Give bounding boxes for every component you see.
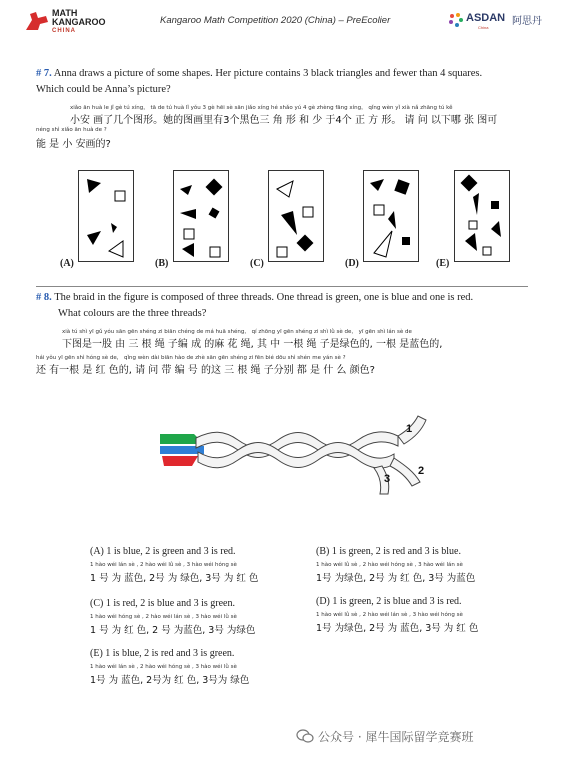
wechat-icon <box>296 728 314 744</box>
option-a-picture[interactable] <box>78 170 134 262</box>
braid-label-2: 2 <box>418 465 425 477</box>
braid-label-1: 1 <box>406 423 413 435</box>
answer-d-chinese: 1号 为绿色, 2号 为 蓝色, 3号 为 红 色 <box>316 623 479 634</box>
answer-b-chinese: 1号 为绿色, 2号 为 红 色, 3号 为蓝色 <box>316 573 476 584</box>
option-c-label: (C) <box>250 258 264 269</box>
option-b-picture[interactable] <box>173 170 229 262</box>
page-header <box>0 0 563 40</box>
q8-chinese-1: 下图是一股 由 三 根 绳 子编 成 的麻 花 绳, 其 中 一根 绳 子是绿色的, 一根 是蓝色的, <box>62 339 443 350</box>
q8-pinyin-1: xià tú shì yī gǔ yóu sān gēn shéng zi biān chéng de má huā shéng， qí zhōng yī gēn shéng zi shì lǜ sè de， yī gēn shì lán sè de <box>62 329 412 335</box>
q7-chinese-2: 能 是 小 安画的? <box>36 139 111 150</box>
answer-a-chinese: 1 号 为 蓝色, 2号 为 绿色, 3号 为 红 色 <box>90 573 259 584</box>
answer-e[interactable]: (E) 1 is blue, 2 is red and 3 is green. <box>90 648 235 659</box>
q7-chinese-1: 小安 画了几个图形。她的图画里有3个黑色三 角 形 和 少 于4个 正 方 形。 请 问 以下哪 张 图可 <box>70 115 498 126</box>
answer-b[interactable]: (B) 1 is green, 2 is red and 3 is blue. <box>316 546 461 557</box>
q8-number: # 8. <box>36 292 52 303</box>
red-thread-end <box>162 456 198 466</box>
kangaroo-icon <box>24 10 50 32</box>
page-title: Kangaroo Math Competition 2020 (China) – PreEcolier <box>160 15 391 26</box>
q8-text-1: The braid in the figure is composed of three threads. One thread is green, one is blue and one is red. <box>54 292 474 303</box>
q7-pinyin-2: néng shì xiǎo ān huà de ? <box>36 127 107 133</box>
q7-number: # 7. <box>36 68 52 79</box>
answer-e-pinyin: 1 hào wéi lán sè , 2 hào wéi hóng sè , 3 hào wéi lǜ sè <box>90 664 237 670</box>
asdan-logo-text: ASDAN <box>466 12 506 24</box>
q8-chinese-2: 还 有一根 是 红 色的, 请 问 带 编 号 的这 三 根 绳 子分别 都 是 什 么 颜色? <box>36 365 375 376</box>
asdan-logo <box>448 10 558 34</box>
q7-pinyin-1: xiǎo ān huà le jǐ gè tú xíng， tā de tú huà lǐ yǒu 3 gè hēi sè sān jiǎo xíng hé shǎo yú 4 gè zhèng fāng xíng， qǐng wèn yǐ xià nǎ zhāng tú kě <box>70 105 453 111</box>
asdan-dots-icon <box>448 12 464 28</box>
option-c-picture[interactable] <box>268 170 324 262</box>
answer-d-pinyin: 1 hào wéi lǜ sè , 2 hào wéi lán sè , 3 hào wéi hóng sè <box>316 612 463 618</box>
logo-line-2: KANGAROO <box>52 17 106 27</box>
option-a-label: (A) <box>60 258 74 269</box>
answer-c[interactable]: (C) 1 is red, 2 is blue and 3 is green. <box>90 598 235 609</box>
option-e-picture[interactable] <box>454 170 510 262</box>
option-b-label: (B) <box>155 258 169 269</box>
asdan-logo-cn: 阿思丹 <box>512 16 542 27</box>
logo-line-3: CHINA <box>52 28 76 34</box>
q7-text-line-1 <box>36 68 482 79</box>
option-d-picture[interactable] <box>363 170 419 262</box>
braid-figure <box>152 410 442 500</box>
q8-pinyin-2: hái yǒu yī gēn shì hóng sè de， qǐng wèn dài biān hào de zhè sān gēn shéng zi fēn bié dōu shì shén me yán sè ? <box>36 355 346 361</box>
q7-text-line-2: Which could be Anna’s picture? <box>36 84 171 95</box>
asdan-logo-sub: China <box>478 25 489 30</box>
answer-a[interactable]: (A) 1 is blue, 2 is green and 3 is red. <box>90 546 236 557</box>
braid-label-3: 3 <box>384 473 391 485</box>
answer-d[interactable]: (D) 1 is green, 2 is blue and 3 is red. <box>316 596 462 607</box>
option-d-label: (D) <box>345 258 359 269</box>
answer-a-pinyin: 1 hào wéi lán sè , 2 hào wéi lǜ sè , 3 hào wéi hóng sè <box>90 562 237 568</box>
section-divider <box>36 286 528 287</box>
q8-text-line-2: What colours are the three threads? <box>58 308 207 319</box>
answer-b-pinyin: 1 hào wéi lǜ sè , 2 hào wéi hóng sè , 3 hào wéi lán sè <box>316 562 463 568</box>
q7-text-1: Anna draws a picture of some shapes. Her picture contains 3 black triangles and fewer than 4 squares. <box>53 68 483 79</box>
option-e-label: (E) <box>436 258 450 269</box>
logo-line-1: MATH <box>52 8 78 18</box>
braid-body <box>196 416 426 494</box>
answer-c-chinese: 1 号 为 红 色, 2 号 为蓝色, 3号 为绿色 <box>90 625 256 636</box>
math-kangaroo-logo <box>24 8 124 36</box>
q8-text-line-1 <box>36 292 473 303</box>
footer-watermark: 公众号 · 犀牛国际留学竞赛班 <box>318 730 474 744</box>
answer-c-pinyin: 1 hào wéi hóng sè , 2 hào wéi lán sè , 3 hào wéi lǜ sè <box>90 614 237 620</box>
answer-e-chinese: 1号 为 蓝色, 2号为 红 色, 3号为 绿色 <box>90 675 250 686</box>
